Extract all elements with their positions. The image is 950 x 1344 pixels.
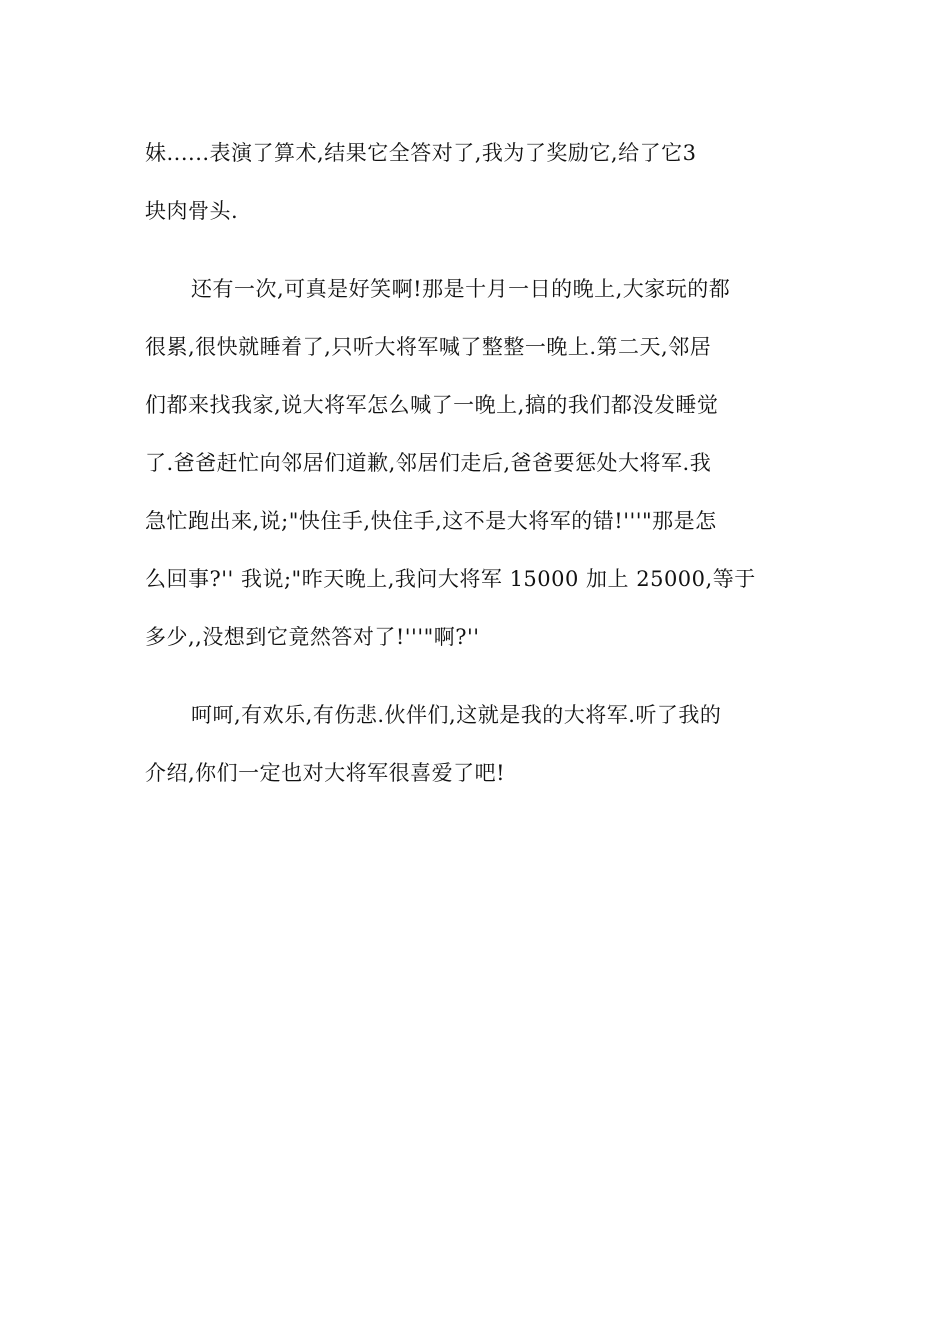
paragraph [145, 260, 810, 666]
text-line: 多少,,没想到它竟然答对了!'''"啊?'' [145, 625, 480, 649]
paragraph [145, 124, 810, 240]
text-line: 还有一次,可真是好笑啊!那是十月一日的晚上,大家玩的都 [191, 277, 731, 301]
text-line: 介绍,你们一定也对大将军很喜爱了吧! [145, 761, 506, 785]
text-line: 急忙跑出来,说;"快住手,快住手,这不是大将军的错!'''"那是怎 [145, 509, 717, 533]
text-line: 们都来找我家,说大将军怎么喊了一晚上,搞的我们都没发睡觉 [145, 393, 719, 417]
text-line: 块肉骨头. [145, 199, 239, 223]
document-body [145, 124, 810, 802]
paragraph-spacer [145, 666, 810, 686]
text-line: 妹......表演了算术,结果它全答对了,我为了奖励它,给了它3 [145, 141, 697, 165]
text-line: 么回事?'' 我说;"昨天晚上,我问大将军 15000 加上 25000,等于 [145, 567, 756, 591]
text-line: 呵呵,有欢乐,有伤悲.伙伴们,这就是我的大将军.听了我的 [191, 703, 722, 727]
paragraph [145, 686, 810, 802]
paragraph-spacer [145, 240, 810, 260]
text-line: 很累,很快就睡着了,只听大将军喊了整整一晚上.第二天,邻居 [145, 335, 712, 359]
text-line: 了.爸爸赶忙向邻居们道歉,邻居们走后,爸爸要惩处大将军.我 [145, 451, 712, 475]
